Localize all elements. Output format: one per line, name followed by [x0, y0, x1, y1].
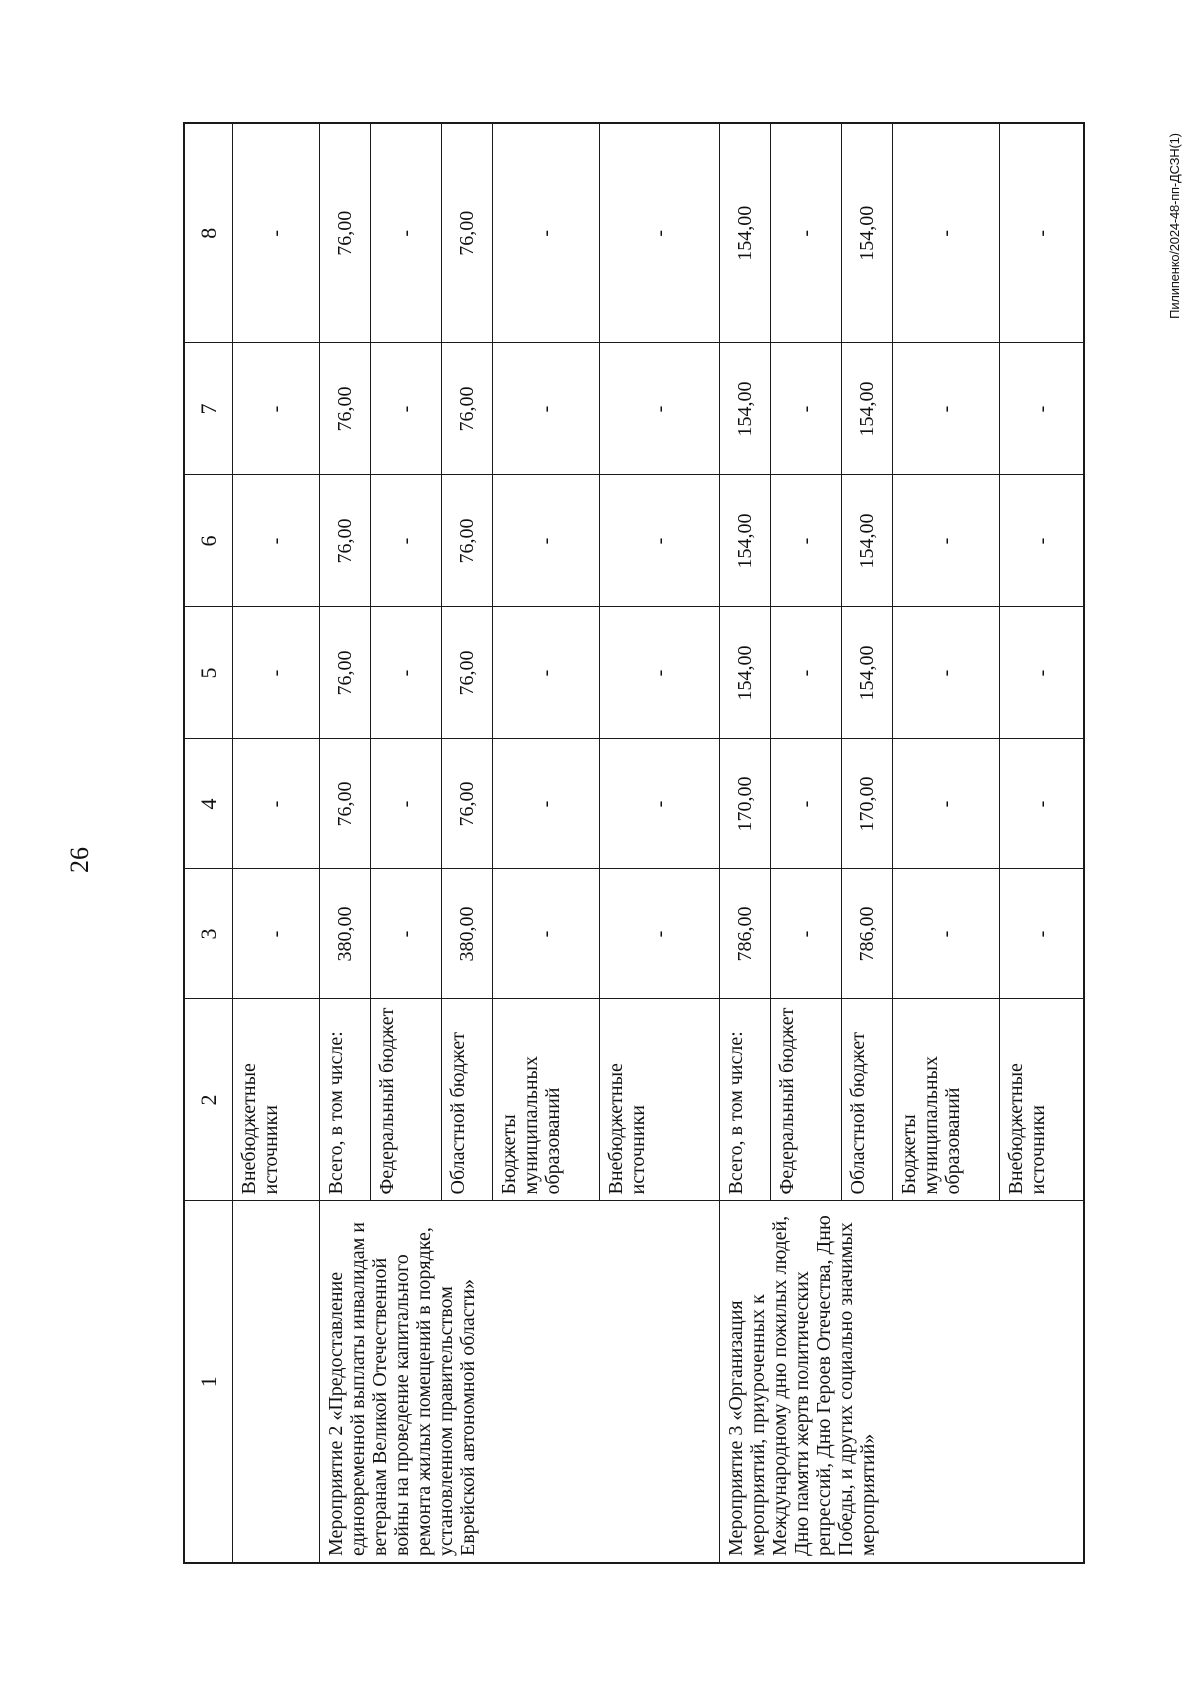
value-cell: -	[1000, 739, 1085, 869]
value-cell: -	[1000, 343, 1085, 475]
event-cell	[233, 1201, 320, 1563]
value-cell: -	[1000, 607, 1085, 739]
value-cell: 76,00	[320, 607, 371, 739]
value-cell: 76,00	[442, 343, 493, 475]
value-cell: 154,00	[720, 607, 771, 739]
value-cell: -	[600, 475, 720, 607]
source-cell: Бюджеты муниципальных образований	[493, 999, 600, 1201]
value-cell: -	[893, 607, 1000, 739]
value-cell: -	[893, 739, 1000, 869]
header-cell: 8	[184, 123, 233, 343]
value-cell: -	[233, 343, 320, 475]
source-cell: Внебюджетные источники	[600, 999, 720, 1201]
value-cell: 380,00	[320, 869, 371, 999]
value-cell: -	[600, 869, 720, 999]
source-cell: Областной бюджет	[842, 999, 893, 1201]
value-cell: -	[493, 343, 600, 475]
value-cell: -	[493, 869, 600, 999]
header-cell: 6	[184, 475, 233, 607]
value-cell: -	[493, 123, 600, 343]
value-cell: 154,00	[720, 343, 771, 475]
value-cell: 76,00	[320, 475, 371, 607]
header-cell: 5	[184, 607, 233, 739]
value-cell: -	[371, 123, 442, 343]
table-row	[720, 123, 771, 1563]
value-cell: -	[1000, 475, 1085, 607]
header-cell: 3	[184, 869, 233, 999]
table-header-row	[184, 123, 233, 1563]
value-cell: -	[600, 343, 720, 475]
value-cell: -	[771, 607, 842, 739]
value-cell: -	[771, 343, 842, 475]
value-cell: -	[600, 607, 720, 739]
value-cell: -	[1000, 123, 1085, 343]
value-cell: -	[771, 123, 842, 343]
value-cell: -	[233, 607, 320, 739]
table-row	[320, 123, 371, 1563]
value-cell: -	[600, 739, 720, 869]
source-cell: Областной бюджет	[442, 999, 493, 1201]
value-cell: 170,00	[720, 739, 771, 869]
value-cell: 154,00	[842, 607, 893, 739]
value-cell: -	[493, 475, 600, 607]
value-cell: -	[1000, 869, 1085, 999]
value-cell: -	[771, 869, 842, 999]
value-cell: 76,00	[320, 123, 371, 343]
header-cell: 1	[184, 1201, 233, 1563]
source-cell: Всего, в том числе:	[320, 999, 371, 1201]
value-cell: 76,00	[320, 739, 371, 869]
value-cell: -	[233, 869, 320, 999]
funding-table	[183, 122, 1085, 1564]
header-cell: 2	[184, 999, 233, 1201]
source-cell: Федеральный бюджет	[771, 999, 842, 1201]
document-code: Пилипенко/2024-48-пп-ДСЗН(1)	[1167, 133, 1182, 319]
value-cell: 154,00	[842, 123, 893, 343]
source-cell: Внебюджетные источники	[1000, 999, 1085, 1201]
value-cell: 380,00	[442, 869, 493, 999]
value-cell: 786,00	[842, 869, 893, 999]
page-number: 26	[65, 847, 94, 873]
value-cell: 154,00	[842, 475, 893, 607]
header-cell: 7	[184, 343, 233, 475]
value-cell: -	[893, 869, 1000, 999]
value-cell: 76,00	[442, 607, 493, 739]
value-cell: -	[493, 739, 600, 869]
value-cell: -	[233, 123, 320, 343]
source-cell: Бюджеты муниципальных образований	[893, 999, 1000, 1201]
value-cell: -	[771, 739, 842, 869]
value-cell: -	[493, 607, 600, 739]
table-row	[233, 123, 320, 1563]
value-cell: 154,00	[720, 123, 771, 343]
value-cell: 76,00	[320, 343, 371, 475]
value-cell: 154,00	[842, 343, 893, 475]
value-cell: -	[893, 343, 1000, 475]
event-cell: Мероприятие 3 «Организация мероприятий, приуроченных к Международному дню пожилых людей, Дню памяти жертв политических репрессий, Дню Героев Отечества, Дню Победы, и других социально значимых мероприятий»	[720, 1201, 1084, 1563]
value-cell: -	[233, 739, 320, 869]
value-cell: -	[893, 475, 1000, 607]
value-cell: -	[371, 869, 442, 999]
rotated-table-container	[183, 124, 1085, 1564]
value-cell: -	[371, 607, 442, 739]
value-cell: 76,00	[442, 123, 493, 343]
value-cell: 76,00	[442, 739, 493, 869]
value-cell: 76,00	[442, 475, 493, 607]
value-cell: 154,00	[720, 475, 771, 607]
value-cell: 170,00	[842, 739, 893, 869]
value-cell: -	[371, 739, 442, 869]
value-cell: 786,00	[720, 869, 771, 999]
value-cell: -	[233, 475, 320, 607]
event-cell: Мероприятие 2 «Предоставление единовременной выплаты инвалидам и ветеранам Великой Отечественной войны на проведение капитального ремонта жилых помещений в порядке, установленном правительством Еврейской автономной области»	[320, 1201, 720, 1563]
header-cell: 4	[184, 739, 233, 869]
value-cell: -	[371, 343, 442, 475]
source-cell: Внебюджетные источники	[233, 999, 320, 1201]
source-cell: Всего, в том числе:	[720, 999, 771, 1201]
value-cell: -	[771, 475, 842, 607]
value-cell: -	[600, 123, 720, 343]
value-cell: -	[371, 475, 442, 607]
source-cell: Федеральный бюджет	[371, 999, 442, 1201]
value-cell: -	[893, 123, 1000, 343]
